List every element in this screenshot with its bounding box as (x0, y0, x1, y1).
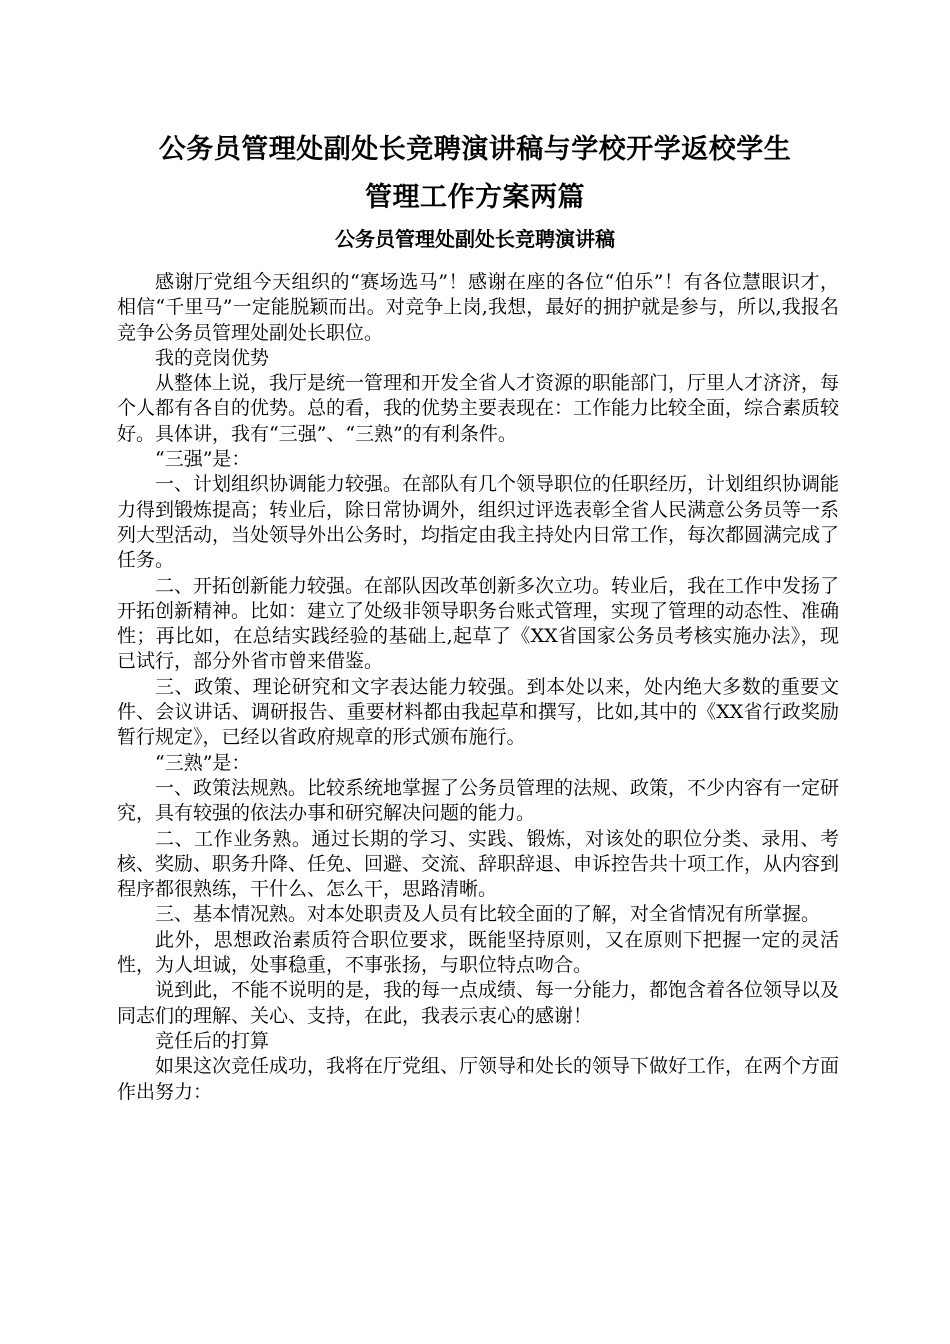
paragraph-strength-3: 三、政策、理论研究和文字表达能力较强。到本处以来，处内绝大多数的重要文件、会议讲话、调研报告、重要材料都由我起草和撰写，比如,其中的《XX省行政奖励暂行规定》，已经以省政府规章的形式颁布施行。 (117, 675, 839, 749)
heading-plans: 竞任后的打算 (155, 1029, 270, 1052)
paragraph-strength-2: 二、开拓创新能力较强。在部队因改革创新多次立功。转业后，我在工作中发扬了开拓创新精神。比如：建立了处级非领导职务台账式管理，实现了管理的动态性、准确性；再比如，在总结实践经验的基础上,起草了《XX省国家公务员考核实施办法》，现已试行，部分外省市曾来借鉴。 (117, 574, 840, 673)
heading-advantages: 我的竞岗优势 (155, 346, 270, 369)
paragraph-familiarity-1: 一、政策法规熟。比较系统地掌握了公务员管理的法规、政策，不少内容有一定研究，具有较强的依法办事和研究解决问题的能力。 (117, 776, 840, 825)
paragraph-additional: 此外，思想政治素质符合职位要求，既能坚持原则，又在原则下把握一定的灵活性，为人坦诚，处事稳重，不事张扬，与职位特点吻合。 (117, 928, 839, 977)
document-title-line-2: 管理工作方案两篇 (365, 182, 585, 213)
heading-three-familiarities: “三熟”是： (155, 751, 251, 774)
paragraph-thanks: 说到此，不能不说明的是，我的每一点成绩、每一分能力，都饱含着各位领导以及同志们的理解、关心、支持，在此，我表示衷心的感谢！ (117, 979, 840, 1027)
paragraph-overview: 从整体上说，我厅是统一管理和开发全省人才资源的职能部门，厅里人才济济，每个人都有各自的优势。总的看，我的优势主要表现在：工作能力比较全面，综合素质较好。具体讲，我有“三强”、“三熟”的有利条件。 (117, 372, 840, 445)
paragraph-plans: 如果这次竞任成功，我将在厅党组、厅领导和处长的领导下做好工作，在两个方面作出努力： (117, 1055, 840, 1103)
document-title-line-1: 公务员管理处副处长竞聘演讲稿与学校开学返校学生 (158, 134, 792, 165)
document-body (117, 270, 839, 1105)
paragraph-familiarity-2: 二、工作业务熟。通过长期的学习、实践、锻炼，对该处的职位分类、录用、考核、奖励、职务升降、任免、回避、交流、辞职辞退、申诉控告共十项工作，从内容到程序都很熟练，干什么、怎么干，思路清晰。 (117, 827, 840, 901)
section-heading: 公务员管理处副处长竞聘演讲稿 (335, 227, 615, 251)
paragraph-opening: 感谢厅党组今天组织的“赛场选马”！感谢在座的各位“伯乐”！有各位慧眼识才，相信“千里马”一定能脱颖而出。对竞争上岗,我想，最好的拥护就是参与，所以,我报名竞争公务员管理处副处长职位。 (117, 271, 839, 344)
paragraph-familiarity-3: 三、基本情况熟。对本处职责及人员有比较全面的了解，对全省情况有所掌握。 (155, 903, 821, 926)
paragraph-strength-1: 一、计划组织协调能力较强。在部队有几个领导职位的任职经历，计划组织协调能力得到锻炼提高；转业后，除日常协调外，组织过评选表彰全省人民满意公务员等一系列大型活动，当处领导外出公务时，均指定由我主持处内日常工作，每次都圆满完成了任务。 (117, 473, 840, 572)
heading-three-strengths: “三强”是： (155, 448, 251, 471)
